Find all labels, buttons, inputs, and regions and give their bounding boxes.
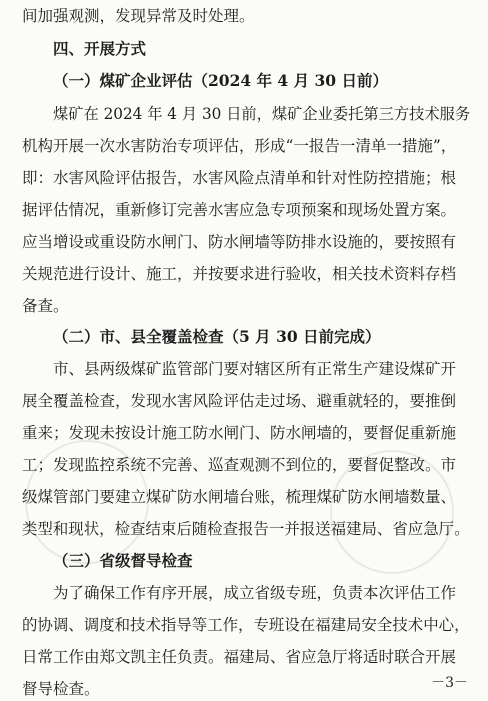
page-number: －3－ xyxy=(431,675,468,691)
body-text-line: 类型和现状，检查结束后随检查报告一并报送福建局、省应急厅。 xyxy=(22,520,470,538)
body-text-line: 督导检查。 xyxy=(22,680,100,698)
body-text-line: 应当增设或重设防水闸门、防水闸墙等防排水设施的，要按照有 xyxy=(22,233,457,251)
body-text-line: 关规范进行设计、施工，并按要求进行验收，相关技术资料存档 xyxy=(22,265,457,283)
body-text-line: 备查。 xyxy=(22,297,69,315)
body-text-line: 为了确保工作有序开展，成立省级专班，负责本次评估工作 xyxy=(53,584,457,602)
body-text-line: 展全覆盖检查，发现水害风险评估走过场、避重就轻的，要推倒 xyxy=(22,392,457,410)
subsection-heading: （二）市、县全覆盖检查（5 月 30 日前完成） xyxy=(53,327,381,346)
body-text-line: 的协调、调度和技术指导等工作，专班设在福建局安全技术中心， xyxy=(22,616,470,634)
body-text-line: 煤矿在 2024 年 4 月 30 日前，煤矿企业委托第三方技术服务 xyxy=(53,105,471,123)
body-text-line: 市、县两级煤矿监管部门要对辖区所有正常生产建设煤矿开 xyxy=(53,360,457,378)
body-text-line: 据评估情况，重新修订完善水害应急专项预案和现场处置方案。 xyxy=(22,201,457,219)
body-text-line: 机构开展一次水害防治专项评估，形成“一报告一清单一措施”， xyxy=(22,137,457,155)
body-text-line: 间加强观测，发现异常及时处理。 xyxy=(22,7,255,25)
section-heading: 四、开展方式 xyxy=(53,40,147,58)
subsection-heading: （三）省级督导检查 xyxy=(53,551,193,570)
subsection-heading: （一）煤矿企业评估（2024 年 4 月 30 日前） xyxy=(53,71,388,90)
body-text-line: 工；发现监控系统不完善、巡查观测不到位的，要督促整改。市 xyxy=(22,456,457,474)
body-text-line: 即：水害风险评估报告，水害风险点清单和针对性防控措施；根 xyxy=(22,169,457,187)
body-text-line: 重来；发现未按设计施工防水闸门、防水闸墙的，要督促重新施 xyxy=(22,424,457,442)
body-text-line: 级煤管部门要建立煤矿防水闸墙台账，梳理煤矿防水闸墙数量、 xyxy=(22,488,457,506)
body-text-line: 日常工作由郑文凯主任负责。福建局、省应急厅将适时联合开展 xyxy=(22,648,457,666)
